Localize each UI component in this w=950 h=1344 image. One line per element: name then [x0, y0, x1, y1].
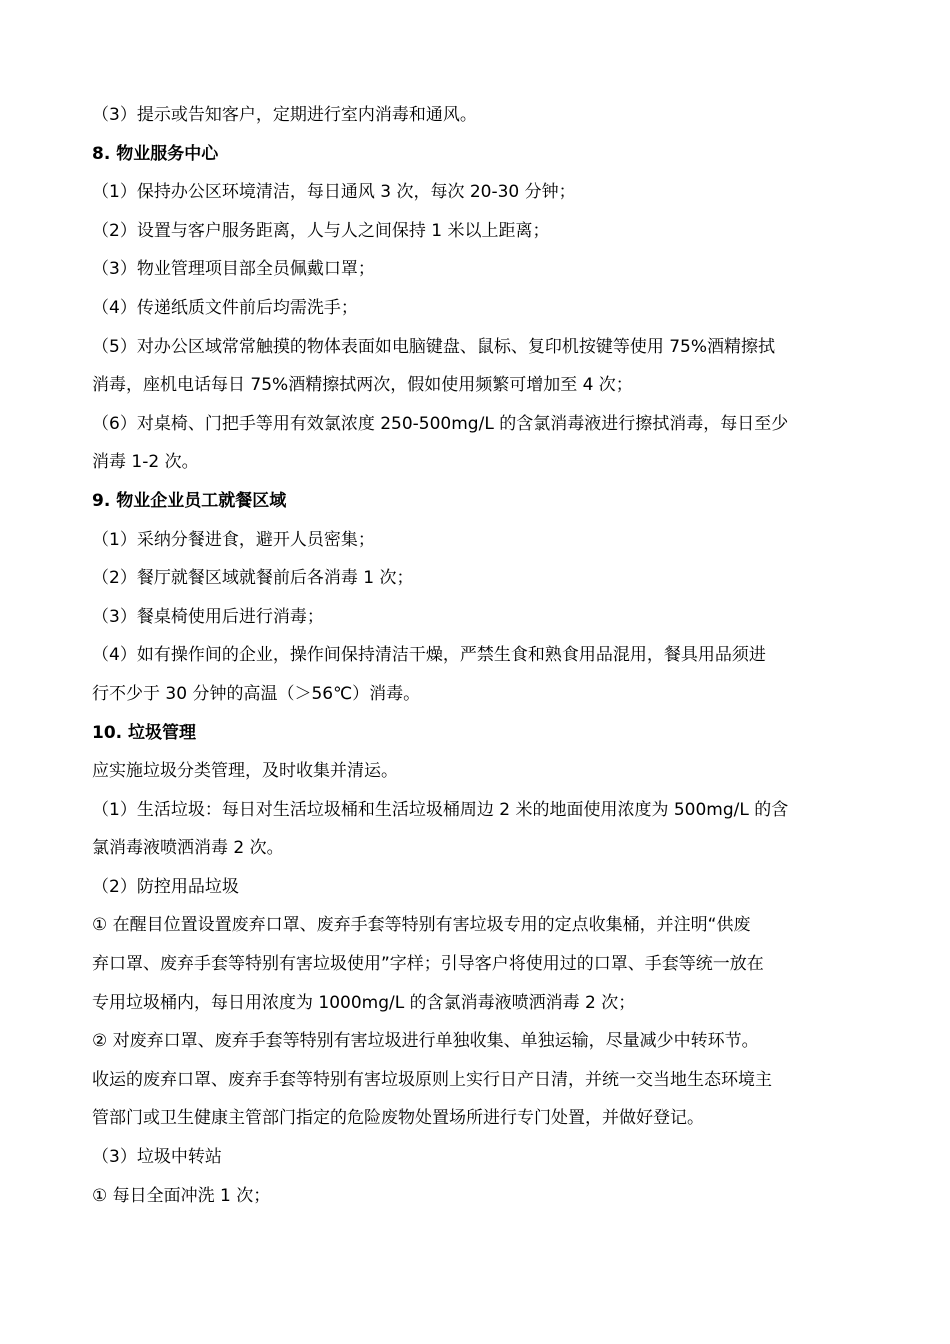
list-item: （1）保持办公区环境清洁，每日通风 3 次，每次 20-30 分钟； — [92, 182, 576, 203]
list-item: （1）生活垃圾：每日对生活垃圾桶和生活垃圾桶周边 2 米的地面使用浓度为 500mg/L 的含 — [92, 799, 789, 820]
paragraph: ① 在醒目位置设置废弃口罩、废弃手套等特别有害垃圾专用的定点收集桶，并注明“供废 — [92, 915, 751, 936]
list-item: （3）物业管理项目部全员佩戴口罩； — [92, 259, 375, 280]
list-item: （4）如有操作间的企业，操作间保持清洁干燥，严禁生食和熟食用品混用，餐具用品须进 — [92, 645, 766, 666]
document-page — [92, 96, 862, 1215]
paragraph: 应实施垃圾分类管理，及时收集并清运。 — [92, 761, 398, 782]
list-item: （4）传递纸质文件前后均需洗手； — [92, 297, 358, 318]
paragraph-continuation: 收运的废弃口罩、废弃手套等特别有害垃圾原则上实行日产日清，并统一交当地生态环境主 — [92, 1069, 772, 1090]
section-heading-property-service-center: 8. 物业服务中心 — [92, 143, 219, 164]
paragraph: ② 对废弃口罩、废弃手套等特别有害垃圾进行单独收集、单独运输，尽量减少中转环节。 — [92, 1031, 759, 1052]
paragraph-continuation: 消毒 1-2 次。 — [92, 452, 199, 473]
list-item: （3）提示或告知客户，定期进行室内消毒和通风。 — [92, 105, 477, 125]
paragraph-continuation: 氯消毒液喷洒消毒 2 次。 — [92, 838, 284, 859]
section-heading-waste-management: 10. 垃圾管理 — [92, 722, 197, 743]
list-item: （1）采纳分餐进食，避开人员密集； — [92, 529, 375, 550]
paragraph: ① 每日全面冲洗 1 次； — [92, 1185, 271, 1206]
list-item: （2）餐厅就餐区域就餐前后各消毒 1 次； — [92, 568, 414, 589]
list-item: （6）对桌椅、门把手等用有效氯浓度 250-500mg/L 的含氯消毒液进行擦拭消毒，每日至少 — [92, 413, 789, 434]
list-item: （5）对办公区域常常触摸的物体表面如电脑键盘、鼠标、复印机按键等使用 75%酒精擦拭 — [92, 336, 776, 357]
list-item: （2）设置与客户服务距离，人与人之间保持 1 米以上距离； — [92, 220, 550, 241]
list-item: （3）垃圾中转站 — [92, 1147, 222, 1168]
paragraph-continuation: 消毒，座机电话每日 75%酒精擦拭两次，假如使用频繁可增加至 4 次； — [92, 375, 633, 396]
paragraph-continuation: 专用垃圾桶内，每日用浓度为 1000mg/L 的含氯消毒液喷洒消毒 2 次； — [92, 992, 636, 1013]
list-item: （3）餐桌椅使用后进行消毒； — [92, 606, 324, 627]
section-heading-staff-dining: 9. 物业企业员工就餐区域 — [92, 490, 287, 511]
paragraph-continuation: 管部门或卫生健康主管部门指定的危险废物处置场所进行专门处置，并做好登记。 — [92, 1108, 704, 1129]
list-item: （2）防控用品垃圾 — [92, 876, 239, 897]
paragraph-continuation: 弃口罩、废弃手套等特别有害垃圾使用”字样；引导客户将使用过的口罩、手套等统一放在 — [92, 954, 764, 975]
paragraph-continuation: 行不少于 30 分钟的高温（＞56℃）消毒。 — [92, 683, 421, 704]
